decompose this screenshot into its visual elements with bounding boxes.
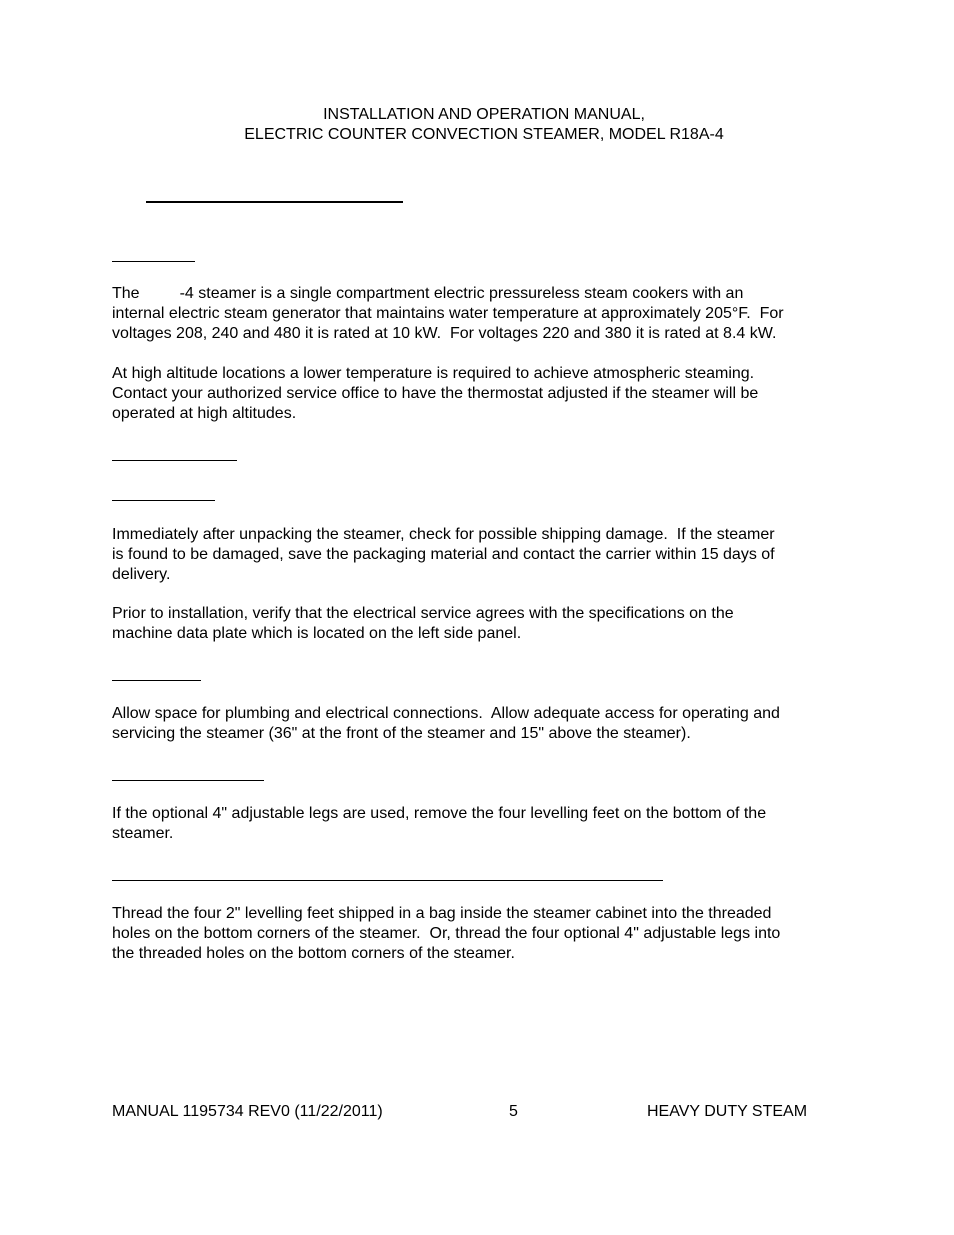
- header-title-line2: ELECTRIC COUNTER CONVECTION STEAMER, MODEL R18A-4: [244, 126, 724, 143]
- paragraph-location: [112, 704, 842, 744]
- text-line: servicing the steamer (36" at the front of the steamer and 15" above the steamer).: [112, 725, 691, 742]
- paragraph-high-altitude: [112, 364, 842, 424]
- footer-page-number: 5: [509, 1103, 518, 1120]
- text-line: internal electric steam generator that maintains water temperature at approximately 205°F. For: [112, 305, 784, 322]
- text-line: Prior to installation, verify that the electrical service agrees with the specifications on the: [112, 605, 734, 622]
- text-line: the threaded holes on the bottom corners of the steamer.: [112, 945, 515, 962]
- heading-rule-feet: [112, 880, 663, 881]
- text-line: holes on the bottom corners of the steamer. Or, thread the four optional 4" adjustable legs into: [112, 925, 781, 942]
- text-line: is found to be damaged, save the packaging material and contact the carrier within 15 days of: [112, 546, 775, 563]
- footer-brand: HEAVY DUTY STEAM: [647, 1103, 808, 1120]
- text-line: delivery.: [112, 566, 171, 583]
- text-line: At high altitude locations a lower temperature is required to achieve atmospheric steaming.: [112, 365, 755, 382]
- text-line: voltages 208, 240 and 480 it is rated at 10 kW. For voltages 220 and 380 it is rated at 8.4 kW.: [112, 325, 777, 342]
- header-title-line1: INSTALLATION AND OPERATION MANUAL,: [323, 106, 645, 123]
- text-line: If the optional 4" adjustable legs are used, remove the four levelling feet on the bottom of the: [112, 805, 767, 822]
- paragraph-general-description: [112, 284, 842, 344]
- paragraph-adjustable-legs: [112, 804, 842, 844]
- text-line: operated at high altitudes.: [112, 405, 297, 422]
- text-line: steamer.: [112, 825, 174, 842]
- text-line: Immediately after unpacking the steamer, check for possible shipping damage. If the steamer: [112, 526, 775, 543]
- text-line: Allow space for plumbing and electrical connections. Allow adequate access for operating and: [112, 705, 780, 722]
- text-line: machine data plate which is located on the left side panel.: [112, 625, 522, 642]
- heading-rule-legs: [112, 780, 264, 781]
- heading-rule-unpacking: [112, 500, 215, 501]
- footer-manual-number: MANUAL 1195734 REV0 (11/22/2011): [112, 1103, 383, 1120]
- paragraph-unpacking-damage: [112, 525, 842, 585]
- heading-rule-location: [112, 680, 201, 681]
- paragraph-levelling-feet: [112, 904, 842, 964]
- page-header: [0, 105, 954, 145]
- section-title-rule: [146, 201, 403, 203]
- heading-rule-general: [112, 261, 195, 262]
- paragraph-electrical-service: [112, 604, 842, 644]
- heading-rule-installation: [112, 460, 237, 461]
- text-line: Contact your authorized service office to have the thermostat adjusted if the steamer will be: [112, 385, 759, 402]
- text-line: The -4 steamer is a single compartment electric pressureless steam cookers with an: [112, 285, 744, 302]
- text-line: Thread the four 2" levelling feet shipped in a bag inside the steamer cabinet into the threaded: [112, 905, 772, 922]
